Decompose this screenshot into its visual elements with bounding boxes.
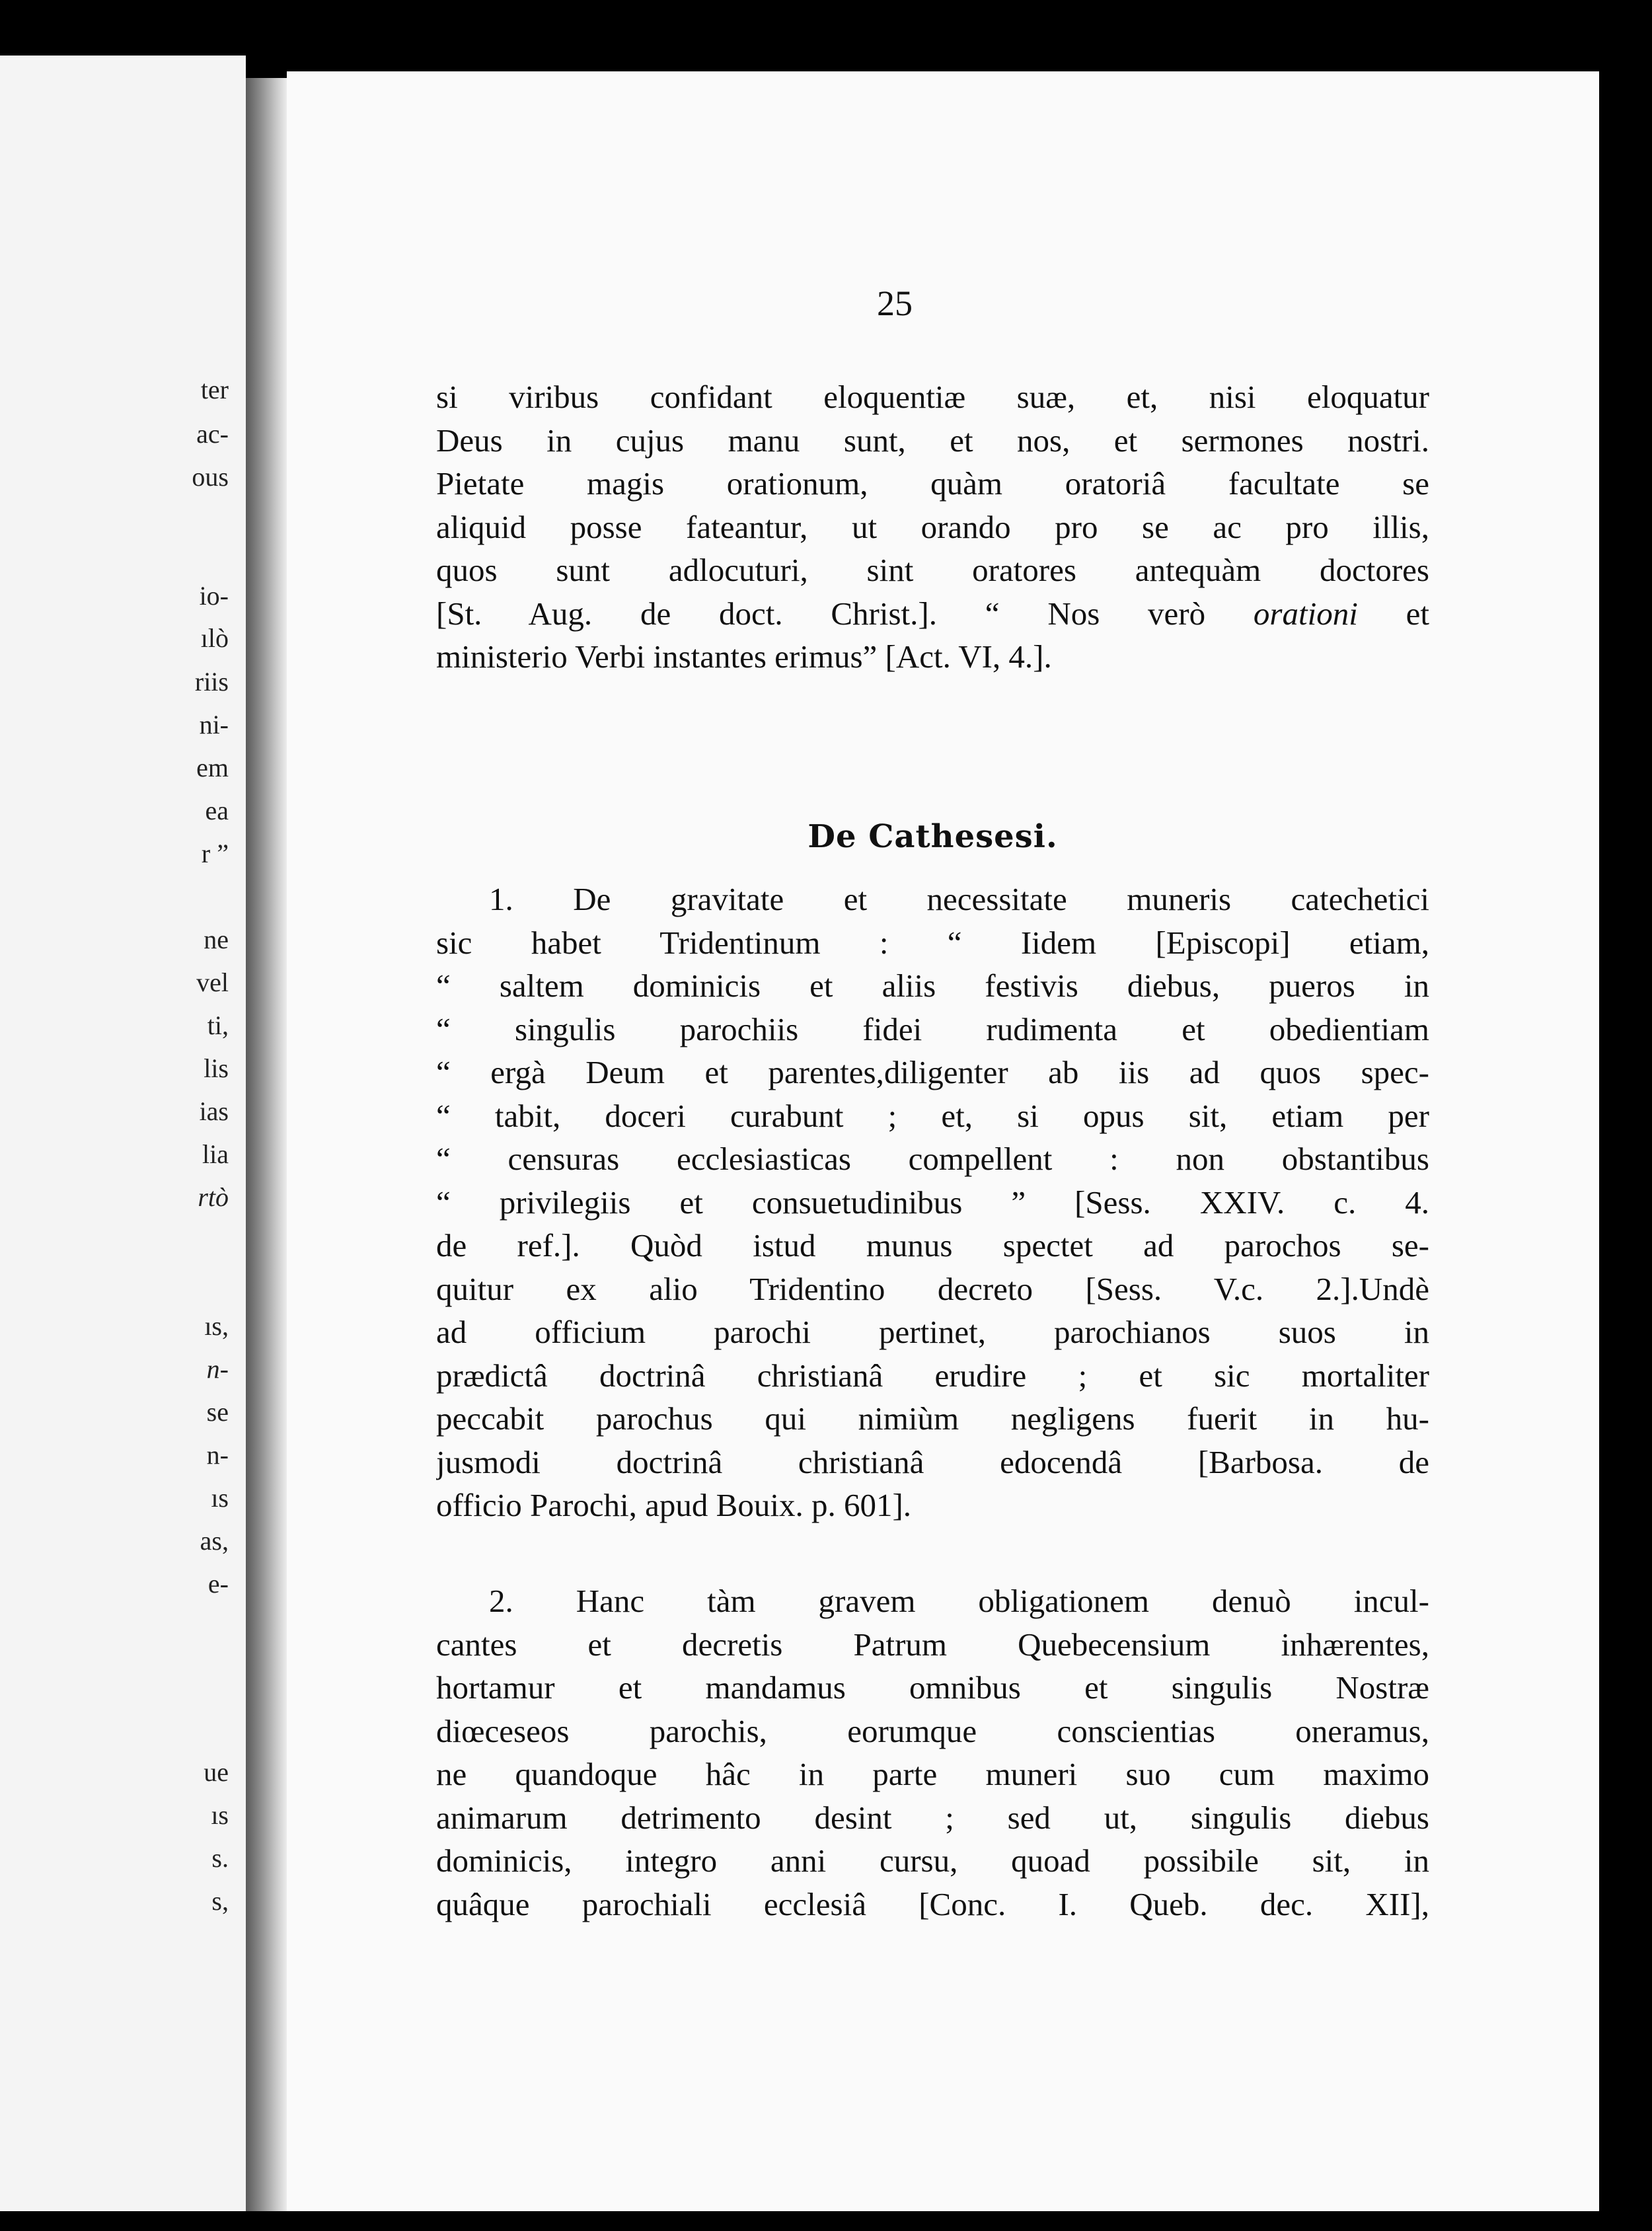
text-line: si viribus confidant eloquentiæ suæ, et, nisi eloquatur [436, 379, 1429, 415]
italic-word: orationi [1253, 595, 1358, 632]
text-line: Pietate magis orationum, quàm oratoriâ facultate se [436, 465, 1429, 502]
text-line: [St. Aug. de doct. Christ.]. “ Nos verò orationi et [436, 595, 1429, 632]
facing-page-fragment: rtò [198, 1182, 229, 1212]
text-line: quos sunt adlocuturi, sint oratores antequàm doctores [436, 552, 1429, 588]
text-line: hortamur et mandamus omnibus et singulis Nostræ [436, 1669, 1429, 1706]
section-heading: De Cathesesi. [807, 818, 1058, 855]
facing-page-fragment: n- [206, 1354, 229, 1384]
text-line: 1. De gravitate et necessitate muneris catechetici [489, 881, 1429, 917]
facing-page-fragment: ılò [200, 623, 229, 653]
facing-page-fragment: ıs, [204, 1311, 229, 1341]
facing-page-fragment: ter [200, 375, 229, 404]
text-line: “ singulis parochiis fidei rudimenta et obedientiam [436, 1010, 1429, 1047]
text-line: quitur ex alio Tridentino decreto [Sess. V.c. 2.].Undè [436, 1270, 1429, 1307]
paragraph-2 [436, 1579, 1429, 1926]
text-line: “ censuras ecclesiasticas compellent : non obstantibus [436, 1141, 1429, 1177]
paragraph-1 [436, 878, 1429, 1527]
text-line: animarum detrimento desint ; sed ut, singulis diebus [436, 1799, 1429, 1836]
facing-page-fragment: as, [200, 1526, 229, 1556]
text-line: “ ergà Deum et parentes,diligenter ab iis ad quos spec- [436, 1054, 1429, 1090]
text-line: de ref.]. Quòd istud munus spectet ad parochos se- [436, 1227, 1429, 1264]
text-line: sic habet Tridentinum : “ Iidem [Episcopi] etiam, [436, 924, 1429, 961]
facing-page-fragment: io- [199, 581, 229, 611]
text-line: ministerio Verbi instantes erimus” [Act. VI, 4.]. [436, 638, 1052, 675]
book-gutter-shadow [246, 78, 287, 2211]
text-line: aliquid posse fateantur, ut orando pro se ac pro illis, [436, 508, 1429, 545]
text-line: “ privilegiis et consuetudinibus ” [Sess. XXIV. c. 4. [436, 1184, 1429, 1221]
facing-page-fragment: r ” [201, 839, 229, 868]
facing-page-fragment: ni- [199, 710, 229, 739]
facing-page-fragment: lia [202, 1139, 229, 1169]
intro-paragraph [436, 375, 1429, 679]
facing-page-fragment: s. [211, 1843, 229, 1873]
facing-page-edge [0, 56, 246, 2211]
facing-page-fragment: ti, [207, 1010, 229, 1040]
text-line: ne quandoque hâc in parte muneri suo cum maximo [436, 1756, 1429, 1792]
facing-page-fragment: s, [211, 1886, 229, 1916]
text-line: dominicis, integro anni cursu, quoad possibile sit, in [436, 1842, 1429, 1879]
text-line: “ tabit, doceri curabunt ; et, si opus sit, etiam per [436, 1097, 1429, 1134]
text-line: “ saltem dominicis et aliis festivis diebus, pueros in [436, 967, 1429, 1004]
facing-page-fragment: ias [199, 1096, 229, 1126]
book-page [287, 71, 1599, 2211]
facing-page-fragment: ıs [211, 1483, 229, 1513]
facing-page-fragment: ne [204, 925, 229, 954]
facing-page-fragment: n- [206, 1440, 229, 1470]
facing-page-fragment: ous [192, 462, 229, 492]
facing-page-fragment: vel [196, 967, 229, 997]
facing-page-fragment: riis [194, 667, 229, 697]
text-line: peccabit parochus qui nimiùm negligens fuerit in hu- [436, 1400, 1429, 1437]
facing-page-fragment: ea [205, 796, 229, 825]
facing-page-fragment: ıs [211, 1800, 229, 1830]
text-line: ad officium parochi pertinet, parochianos suos in [436, 1314, 1429, 1350]
text-line: officio Parochi, apud Bouix. p. 601]. [436, 1487, 912, 1523]
text-line: quâque parochiali ecclesiâ [Conc. I. Queb. dec. XII], [436, 1885, 1429, 1922]
text-line: diœceseos parochis, eorumque conscientias oneramus, [436, 1712, 1429, 1749]
text-line: Deus in cujus manu sunt, et nos, et sermones nostri. [436, 422, 1429, 459]
text-line: prædictâ doctrinâ christianâ erudire ; et sic mortaliter [436, 1357, 1429, 1394]
facing-page-fragment: lis [204, 1053, 229, 1083]
text-line: cantes et decretis Patrum Quebecensium inhærentes, [436, 1626, 1429, 1663]
text-line: jusmodi doctrinâ christianâ edocendâ [Barbosa. de [436, 1443, 1429, 1480]
facing-page-fragment: em [196, 753, 229, 782]
facing-page-fragment: se [206, 1397, 229, 1427]
facing-page-fragment: e- [207, 1569, 229, 1599]
facing-page-fragment: ac- [196, 419, 229, 449]
facing-page-fragment: ue [204, 1757, 229, 1787]
page-number: 25 [877, 284, 913, 323]
text-line: 2. Hanc tàm gravem obligationem denuò incul- [489, 1583, 1429, 1619]
